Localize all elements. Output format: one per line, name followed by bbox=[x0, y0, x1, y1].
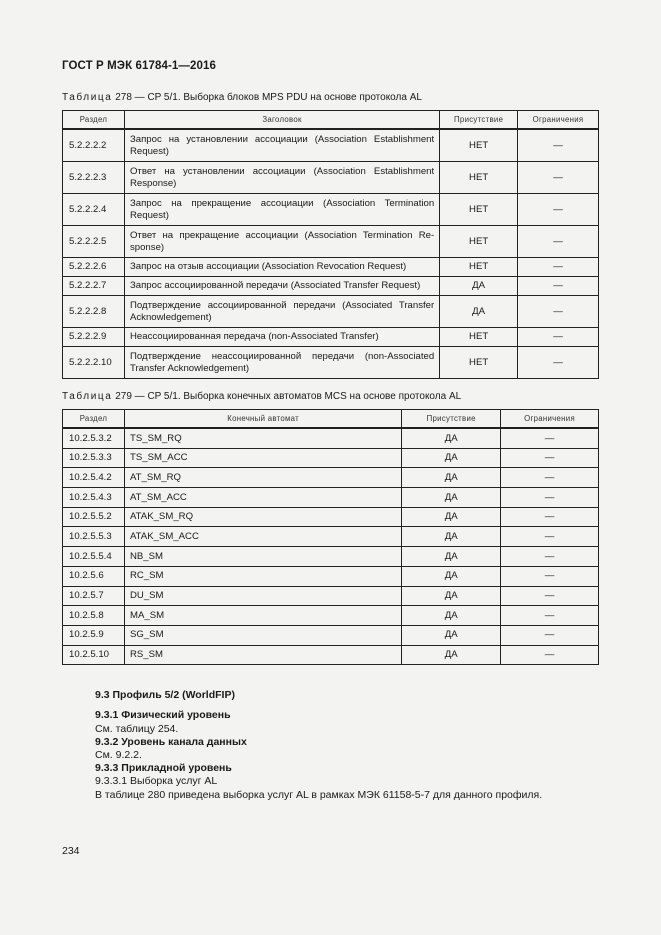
table-278-caption-prefix: Таблица bbox=[62, 92, 113, 103]
cell-title: Запрос на прекращение ассоциации (Association Termination Request) bbox=[124, 194, 439, 226]
cell-presence: НЕТ bbox=[440, 258, 518, 277]
cell-section: 10.2.5.7 bbox=[63, 586, 125, 606]
paragraph-9-3-2: См. 9.2.2. bbox=[95, 749, 142, 761]
cell-title: Запрос ассоциированной передачи (Associated Transfer Request) bbox=[124, 277, 439, 296]
cell-section: 10.2.5.3.2 bbox=[63, 428, 125, 448]
table-278-caption bbox=[62, 92, 422, 103]
cell-limits: — bbox=[518, 129, 599, 162]
table-279-caption bbox=[62, 391, 461, 402]
cell-title: Неассоциированная передача (non-Associated Transfer) bbox=[124, 328, 439, 347]
table-279-caption-prefix: Таблица bbox=[62, 391, 113, 402]
cell-section: 10.2.5.9 bbox=[63, 625, 125, 645]
cell-presence: ДА bbox=[402, 586, 501, 606]
cell-section: 5.2.2.2.6 bbox=[63, 258, 125, 277]
page-number: 234 bbox=[62, 845, 80, 857]
cell-section: 5.2.2.2.9 bbox=[63, 328, 125, 347]
table-row bbox=[63, 645, 599, 665]
cell-machine: RS_SM bbox=[124, 645, 401, 665]
cell-presence: ДА bbox=[402, 606, 501, 626]
cell-limits: — bbox=[518, 194, 599, 226]
cell-limits: — bbox=[501, 428, 599, 448]
cell-section: 10.2.5.5.2 bbox=[63, 507, 125, 527]
table-row bbox=[63, 586, 599, 606]
cell-title: Подтверждение неассоциированной передачи (non-Associated Transfer Acknowledgement) bbox=[124, 347, 439, 379]
cell-section: 10.2.5.3.3 bbox=[63, 448, 125, 468]
table-row bbox=[63, 194, 599, 226]
col-header-presence: Присутствие bbox=[402, 410, 501, 429]
cell-title: Ответ на прекращение ассоциации (Association Termination Re-sponse) bbox=[124, 226, 439, 258]
cell-section: 5.2.2.2.8 bbox=[63, 296, 125, 328]
table-row bbox=[63, 566, 599, 586]
cell-limits: — bbox=[518, 277, 599, 296]
cell-section: 5.2.2.2.2 bbox=[63, 129, 125, 162]
cell-limits: — bbox=[518, 328, 599, 347]
cell-machine: ATAK_SM_RQ bbox=[124, 507, 401, 527]
cell-section: 5.2.2.2.4 bbox=[63, 194, 125, 226]
cell-limits: — bbox=[501, 606, 599, 626]
cell-section: 10.2.5.5.3 bbox=[63, 527, 125, 547]
table-row bbox=[63, 296, 599, 328]
cell-presence: НЕТ bbox=[440, 328, 518, 347]
paragraph-9-3-1: См. таблицу 254. bbox=[95, 723, 179, 735]
table-row bbox=[63, 448, 599, 468]
col-header-section: Раздел bbox=[63, 410, 125, 429]
col-header-machine: Конечный автомат bbox=[124, 410, 401, 429]
table-279-caption-text: 279 — CP 5/1. Выборка конечных автоматов MCS на основе протокола AL bbox=[112, 391, 462, 402]
cell-presence: НЕТ bbox=[440, 162, 518, 194]
cell-presence: НЕТ bbox=[440, 129, 518, 162]
cell-section: 10.2.5.4.3 bbox=[63, 488, 125, 508]
standard-designation: ГОСТ Р МЭК 61784-1—2016 bbox=[62, 60, 216, 72]
cell-title: Запрос на установлении ассоциации (Association Establishment Request) bbox=[124, 129, 439, 162]
cell-section: 5.2.2.2.7 bbox=[63, 277, 125, 296]
cell-limits: — bbox=[518, 258, 599, 277]
cell-presence: ДА bbox=[402, 448, 501, 468]
cell-section: 5.2.2.2.5 bbox=[63, 226, 125, 258]
table-row bbox=[63, 277, 599, 296]
table-row bbox=[63, 625, 599, 645]
cell-section: 10.2.5.6 bbox=[63, 566, 125, 586]
cell-machine: SG_SM bbox=[124, 625, 401, 645]
paragraph-9-3-3: В таблице 280 приведена выборка услуг AL в рамках МЭК 61158-5-7 для данного профиля. bbox=[95, 789, 543, 801]
table-row bbox=[63, 488, 599, 508]
cell-machine: TS_SM_RQ bbox=[124, 428, 401, 448]
heading-9-3-3-1: 9.3.3.1 Выборка услуг AL bbox=[95, 775, 218, 787]
cell-machine: AT_SM_RQ bbox=[124, 468, 401, 488]
heading-9-3: 9.3 Профиль 5/2 (WorldFIP) bbox=[95, 689, 235, 701]
cell-machine: NB_SM bbox=[124, 547, 401, 567]
cell-presence: ДА bbox=[402, 527, 501, 547]
table-row bbox=[63, 428, 599, 448]
table-row bbox=[63, 129, 599, 162]
cell-presence: ДА bbox=[402, 488, 501, 508]
table-row bbox=[63, 328, 599, 347]
cell-presence: ДА bbox=[402, 428, 501, 448]
cell-machine: DU_SM bbox=[124, 586, 401, 606]
cell-presence: ДА bbox=[402, 507, 501, 527]
table-row bbox=[63, 468, 599, 488]
cell-limits: — bbox=[501, 488, 599, 508]
cell-presence: ДА bbox=[440, 277, 518, 296]
cell-limits: — bbox=[518, 162, 599, 194]
col-header-limits: Ограничения bbox=[518, 111, 599, 130]
cell-limits: — bbox=[501, 547, 599, 567]
cell-presence: ДА bbox=[402, 625, 501, 645]
cell-limits: — bbox=[518, 347, 599, 379]
col-header-limits: Ограничения bbox=[501, 410, 599, 429]
table-row bbox=[63, 226, 599, 258]
table-279 bbox=[62, 409, 599, 665]
table-row bbox=[63, 507, 599, 527]
cell-presence: НЕТ bbox=[440, 194, 518, 226]
cell-machine: TS_SM_ACC bbox=[124, 448, 401, 468]
cell-presence: ДА bbox=[402, 645, 501, 665]
col-header-section: Раздел bbox=[63, 111, 125, 130]
cell-limits: — bbox=[501, 586, 599, 606]
cell-presence: НЕТ bbox=[440, 226, 518, 258]
table-row bbox=[63, 527, 599, 547]
cell-title: Ответ на установлении ассоциации (Association Establishment Response) bbox=[124, 162, 439, 194]
cell-section: 10.2.5.10 bbox=[63, 645, 125, 665]
cell-section: 10.2.5.8 bbox=[63, 606, 125, 626]
cell-machine: ATAK_SM_ACC bbox=[124, 527, 401, 547]
table-row bbox=[63, 162, 599, 194]
col-header-presence: Присутствие bbox=[440, 111, 518, 130]
cell-section: 10.2.5.5.4 bbox=[63, 547, 125, 567]
table-row bbox=[63, 258, 599, 277]
col-header-title: Заголовок bbox=[124, 111, 439, 130]
cell-section: 5.2.2.2.3 bbox=[63, 162, 125, 194]
table-278-caption-text: 278 — CP 5/1. Выборка блоков MPS PDU на основе протокола AL bbox=[112, 92, 422, 103]
heading-9-3-3: 9.3.3 Прикладной уровень bbox=[95, 762, 232, 774]
cell-presence: ДА bbox=[402, 547, 501, 567]
cell-machine: MA_SM bbox=[124, 606, 401, 626]
cell-limits: — bbox=[501, 527, 599, 547]
cell-limits: — bbox=[501, 507, 599, 527]
cell-presence: ДА bbox=[402, 566, 501, 586]
heading-9-3-1: 9.3.1 Физический уровень bbox=[95, 709, 231, 721]
cell-title: Запрос на отзыв ассоциации (Association Revocation Request) bbox=[124, 258, 439, 277]
table-row bbox=[63, 547, 599, 567]
cell-section: 10.2.5.4.2 bbox=[63, 468, 125, 488]
table-row bbox=[63, 606, 599, 626]
cell-presence: ДА bbox=[402, 468, 501, 488]
cell-limits: — bbox=[501, 566, 599, 586]
cell-presence: НЕТ bbox=[440, 347, 518, 379]
cell-limits: — bbox=[501, 625, 599, 645]
heading-9-3-2: 9.3.2 Уровень канала данных bbox=[95, 736, 247, 748]
cell-limits: — bbox=[501, 448, 599, 468]
table-row bbox=[63, 347, 599, 379]
cell-machine: RC_SM bbox=[124, 566, 401, 586]
cell-presence: ДА bbox=[440, 296, 518, 328]
cell-limits: — bbox=[518, 226, 599, 258]
cell-section: 5.2.2.2.10 bbox=[63, 347, 125, 379]
cell-limits: — bbox=[518, 296, 599, 328]
cell-machine: AT_SM_ACC bbox=[124, 488, 401, 508]
cell-limits: — bbox=[501, 645, 599, 665]
cell-title: Подтверждение ассоциированной передачи (Associated Transfer Acknowledgement) bbox=[124, 296, 439, 328]
cell-limits: — bbox=[501, 468, 599, 488]
table-278 bbox=[62, 110, 599, 379]
